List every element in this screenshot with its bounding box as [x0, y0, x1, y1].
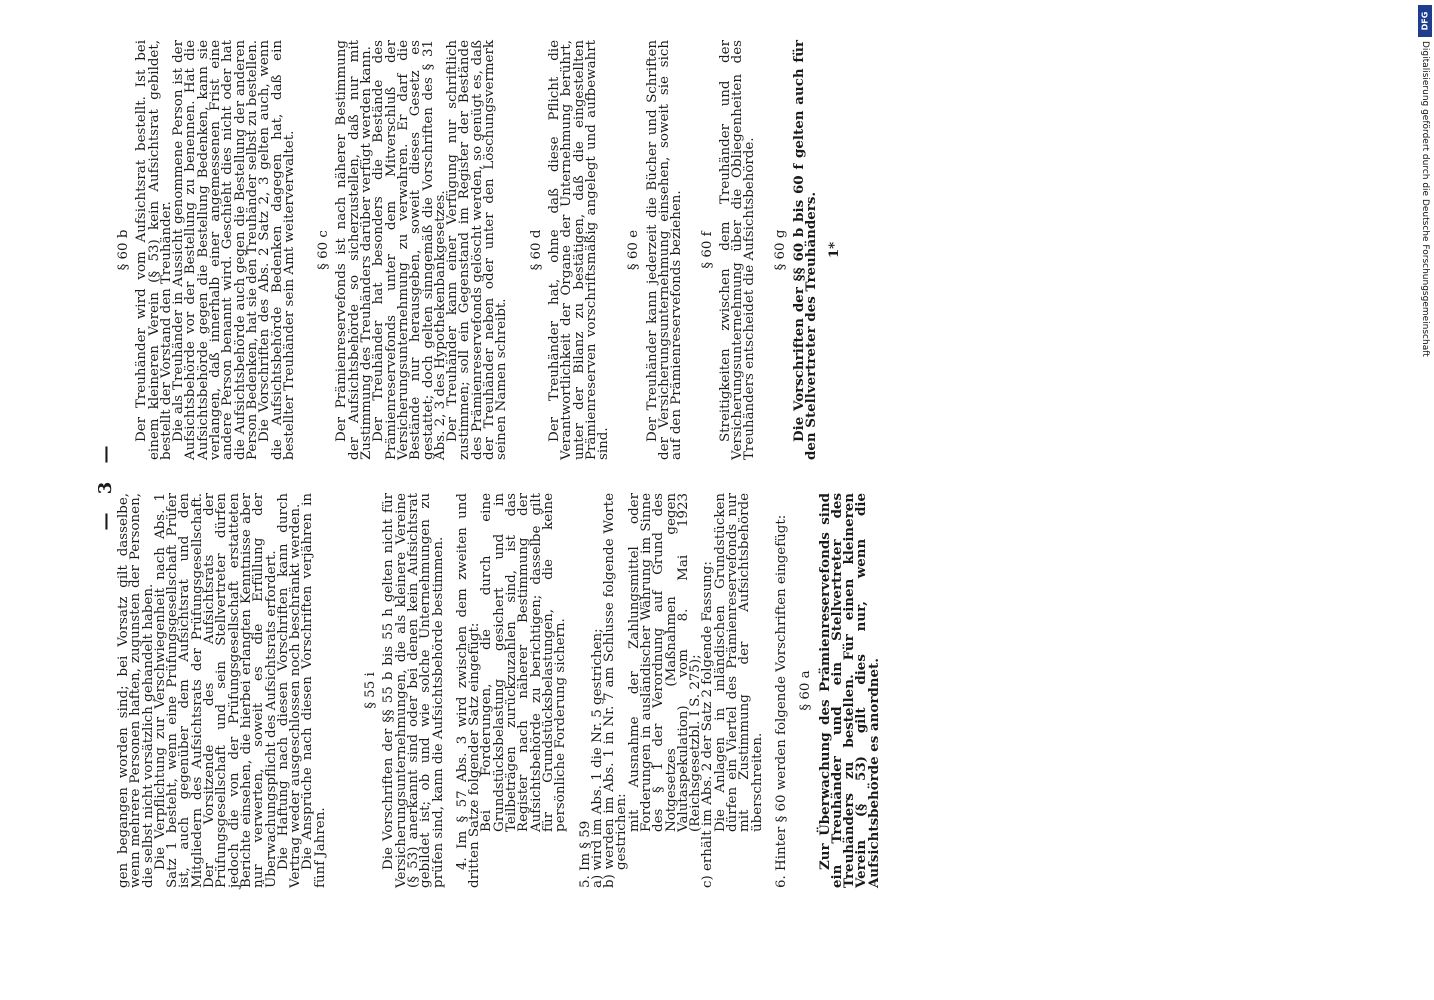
- list-item-5c: c) erhält im Abs. 2 der Satz 2 folgende Fassung:: [700, 561, 716, 888]
- paragraph: Die Vorschriften der §§ 60 b bis 60 f gelten auch für den Stellvertreter des Treuhänders.: [791, 40, 820, 460]
- dfg-logo: [1418, 5, 1432, 37]
- paragraph: Der Treuhänder kann jederzeit die Bücher und Schriften der Versicherungsunternehmung einsehen, soweit sie sich auf den Prämienreservefonds beziehen.: [644, 40, 685, 460]
- section-heading-60d: § 60 d: [528, 229, 544, 271]
- quoted-text: Die Anlagen in inländischen Grundstücken dürfen ein Viertel des Prämienreservefonds nur mit Zustimmung der Aufsichtsbehörde überschreiten.: [712, 493, 765, 832]
- paragraph: Zur Überwachung des Prämienreservefonds sind ein Treuhänder und ein Stellvertreter des Treuhänders zu bestellen. Für einen kleineren Verein (§ 53) gilt dies nur, wenn die Aufsichtsbehörde es anordnet.: [816, 493, 882, 888]
- list-item-6: 6. Hinter § 60 werden folgende Vorschriften eingefügt:: [773, 514, 789, 888]
- quoted-text: mit Ausnahme der Zahlungsmittel oder Forderungen in ausländischer Währung im Sinne des § 1 der Verordnung auf Grund des Notgesetzes (Maßnahmen gegen Valutaspekulation) vom 8. Mai 1923 (Reichsgesetzbl. I S. 275);: [626, 493, 704, 832]
- margin-strip: [1418, 5, 1432, 391]
- section-heading-55i: § 55 i: [363, 672, 379, 709]
- paragraph: gen begangen worden sind; bei Vorsatz gilt dasselbe, wenn mehrere Personen haften, zugunsten der Personen, die selbst nicht vorsätzlich gehandelt haben.: [116, 493, 156, 888]
- paragraph: Die Haftung nach diesen Vorschriften kann durch Vertrag weder ausgeschlossen noch beschränkt werden.: [275, 493, 304, 888]
- paragraph: Der Prämienreservefonds ist nach näherer Bestimmung der Aufsichtsbehörde so sicherzustellen, daß nur mit Zustimmung des Treuhänders darüber verfügt werden kann.: [334, 40, 375, 460]
- paragraph: Der Treuhänder hat, ohne daß diese Pflicht die Verantwortlichkeit der Organe der Unternehmung berührt, unter der Bilanz zu bestätigen, daß die eingestellten Prämienreserven vorschriftsmäßig angelegt und aufbewahrt sind.: [546, 40, 612, 460]
- paragraph: Der Treuhänder wird vom Aufsichtsrat bestellt. Ist bei einem kleineren Verein (§ 53) kein Aufsichtsrat gebildet, bestellt der Vorstand den Treuhänder.: [134, 40, 174, 460]
- list-item-5: 5. Im § 59: [577, 820, 593, 888]
- paragraph: Die Ansprüche nach diesen Vorschriften verjähren in fünf Jahren.: [300, 493, 328, 888]
- list-item-4: 4. Im § 57 Abs. 3 wird zwischen dem zweiten und dritten Satze folgender Satz eingefügt:: [454, 493, 483, 888]
- section-heading-60a: § 60 a: [798, 670, 814, 711]
- section-heading-60f: § 60 f: [699, 231, 715, 269]
- paragraph: Der Treuhänder hat besonders die Bestände des Prämienreservefonds unter dem Mitverschluß der Versicherungsunternehmung zu verwahren. Er darf die Bestände nur herausgeben, soweit dieses Gesetz es gestattet; doch gelten sinngemäß die Vorschriften des § 31 Abs. 2, 3 des Hypothekenbankgesetzes.: [371, 40, 448, 460]
- paragraph: Die als Treuhänder in Aussicht genommene Person ist der Aufsichtsbehörde vor der Bestellung zu benennen. Hat die Aufsichtsbehörde gegen die Bestellung Bedenken, kann sie verlangen, daß innerhalb einer angemessenen Frist eine andere Person benannt wird. Geschieht dies nicht oder hat die Aufsichtsbehörde auch gegen die Bestellung der anderen Person Bedenken, hat sie den Treuhänder selbst zu bestellen.: [171, 40, 260, 460]
- paragraph: Der Treuhänder kann einer Verfügung nur schriftlich zustimmen; soll ein Gegenstand im Register der Bestände des Prämienreservefonds gelöscht werden, so genügt es, daß der Treuhänder neben oder unter den Löschungsvermerk seinen Namen schreibt.: [445, 40, 510, 460]
- section-heading-60c: § 60 c: [316, 230, 332, 270]
- paragraph: Die Vorschriften der §§ 55 b bis 55 h gelten nicht für Versicherungsunternehmungen, die als kleinere Vereine (§ 53) anerkannt sind oder bei denen kein Aufsichtsrat gebildet ist; ob und wie solche Unternehmungen zu prüfen sind, kann die Aufsichtsbehörde bestimmen.: [381, 493, 446, 888]
- right-column: [118, 40, 840, 460]
- paragraph: Die Vorschriften des Abs. 2 Satz 2, 3 gelten auch, wenn die Aufsichtsbehörde Bedenken dagegen hat, daß ein bestellter Treuhänder sein Amt weiterverwaltet.: [257, 40, 297, 460]
- section-heading-60g: § 60 g: [772, 229, 788, 271]
- signature-mark: 1*: [825, 241, 842, 259]
- section-heading-60e: § 60 e: [626, 229, 642, 271]
- list-item-5b: b) werden im Abs. 1 in Nr. 7 am Schlusse folgende Worte gestrichen:: [602, 493, 630, 888]
- quoted-text: Bei Forderungen, die durch eine Grundstücksbelastung gesichert und in Teilbeträgen zurückzuzahlen sind, ist das Register nach näherer Bestimmung der Aufsichtsbehörde zu berichtigen; dasselbe gilt für Grundstücksbelastungen, die keine persönliche Forderung sichern.: [479, 493, 569, 832]
- page-number: — 3 —: [95, 439, 116, 531]
- paragraph: Die Verpflichtung zur Verschwiegenheit nach Abs. 1 Satz 1 besteht, wenn eine Prüfungsgesellschaft Prüfer ist, auch gegenüber dem Aufsichtsrat und den Mitgliedern des Aufsichtsrats der Prüfungsgesellschaft. Der Vorsitzende des Aufsichtsrats der Prüfungsgesellschaft und sein Stellvertreter dürfen jedoch die von der Prüfungsgesellschaft erstatteten Berichte einsehen, die hierbei erlangten Kenntnisse aber nur verwerten, soweit es die Erfüllung der Überwachungspflicht des Aufsichtsrats erfordert.: [152, 493, 279, 888]
- section-heading-60b: § 60 b: [116, 229, 131, 271]
- dfg-logo-text: DFG: [1420, 11, 1430, 31]
- digitization-credit: Digitalisierung gefördert durch die Deutsche Forschungsgemeinschaft: [1420, 41, 1430, 357]
- left-column: [118, 493, 880, 888]
- paragraph: Streitigkeiten zwischen dem Treuhänder und der Versicherungsunternehmung über die Obliegenheiten des Treuhänders entscheidet die Aufsichtsbehörde.: [717, 40, 758, 460]
- list-item-5a: a) wird im Abs. 1 die Nr. 5 gestrichen;: [589, 628, 605, 888]
